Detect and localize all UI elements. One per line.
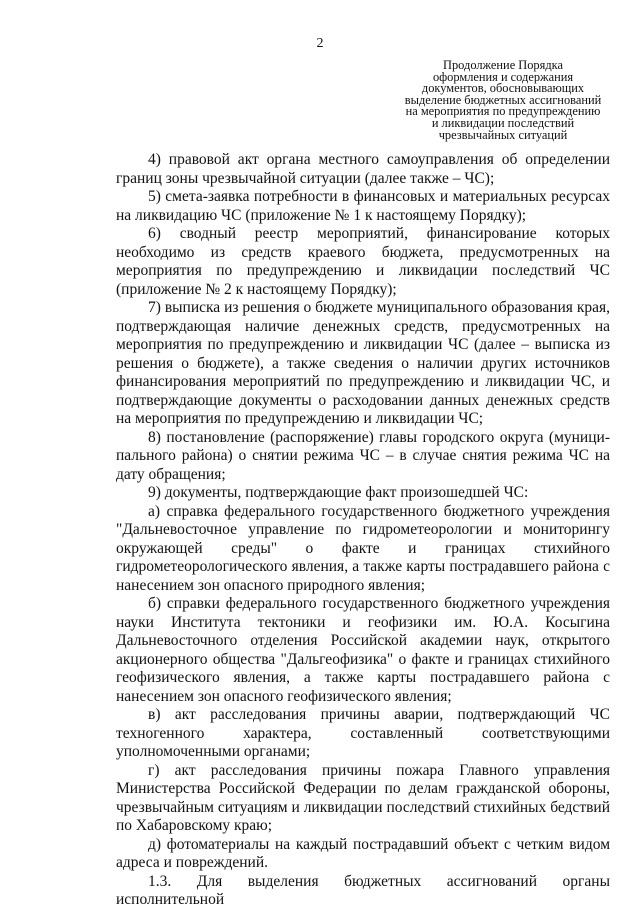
header-line: выделение бюджетных ассигнований: [404, 92, 602, 107]
paragraph-subitem-b: б) справки федерального государственного бюджетного учреждения науки Института тектоники и геофизики им. Ю.А. Косыгина Дальневосточного отделения Российской академии наук, открытого акционерного общества "Дальгеофизика" о факте и границах стихийного геофизического явления, а также карты пострадавшего района с нанесением зон опасного геофизического явления;: [116, 595, 610, 705]
header-line: чрезвычайных ситуаций: [438, 127, 568, 142]
paragraph-item-7: 7) выписка из решения о бюджете муниципального образования края, подтверждающая наличие денежных средств, предусмотренных на мероприятия по предупреждению и ликвидации ЧС (далее – выписка из решения о бюджете), а также сведения о наличии других источников финансирования мероприятий по предупреждению и ликвидации ЧС, и подтверждающие документы о расходовании данных денежных средств на мероприятия по предупреждению и ликвидации ЧС;: [116, 299, 610, 427]
paragraph-subitem-g: г) акт расследования причины пожара Главного управления Министерства Российской Федерации по делам гражданской обороны, чрезвычайным ситуациям и ликвидации последствий стихийных бедствий по Хабаровскому краю;: [116, 761, 610, 834]
paragraph-item-8: 8) постановление (распоряжение) главы городского округа (муниципального района) о снятии режима ЧС – в случае снятия режима ЧС на дату обращения;: [116, 428, 610, 483]
paragraph-subitem-a: а) справка федерального государственного бюджетного учреждения "Дальневосточное управление по гидрометеорологии и мониторингу окружающей среды" о факте и границах стихийного гидрометеорологического явления, а также карты пострадавшего района с нанесением зон опасного природного явления;: [116, 502, 610, 594]
header-line: документов, обосновывающих: [421, 81, 585, 96]
header-line: и ликвидации последствий: [431, 115, 575, 130]
header-line: Продолжение Порядка: [443, 58, 563, 72]
paragraph-item-9: 9) документы, подтверждающие факт произошедшей ЧС:: [148, 484, 529, 501]
document-body: [116, 151, 610, 910]
paragraph-subitem-v: в) акт расследования причины аварии, подтверждающий ЧС техногенного характера, составленный соответствующими уполномоченными органами;: [116, 706, 610, 760]
document-header: [392, 60, 614, 141]
paragraph-item-5: 5) смета-заявка потребности в финансовых и материальных ресурсах на ликвидацию ЧС (приложение № 1 к настоящему Порядку);: [116, 188, 610, 224]
paragraph-section-1-3: 1.3. Для выделения бюджетных ассигнований органы исполнительной: [116, 872, 610, 908]
page-number: 2: [316, 36, 324, 51]
paragraph-item-6: 6) сводный реестр мероприятий, финансирование которых необходимо из средств краевого бюджета, предусмотренных на мероприятия по предупреждению и ликвидации последствий ЧС (приложение № 2 к настоящему Порядку);: [116, 225, 610, 298]
paragraph-subitem-d: д) фотоматериалы на каждый пострадавший объект с четким видом адреса и повреждений.: [116, 835, 610, 871]
header-line: на мероприятия по предупреждению: [405, 104, 601, 119]
paragraph-item-4: 4) правовой акт органа местного самоуправления об определении границ зоны чрезвычайной ситуации (далее также – ЧС);: [116, 151, 610, 187]
header-line: оформления и содержания: [432, 69, 574, 84]
